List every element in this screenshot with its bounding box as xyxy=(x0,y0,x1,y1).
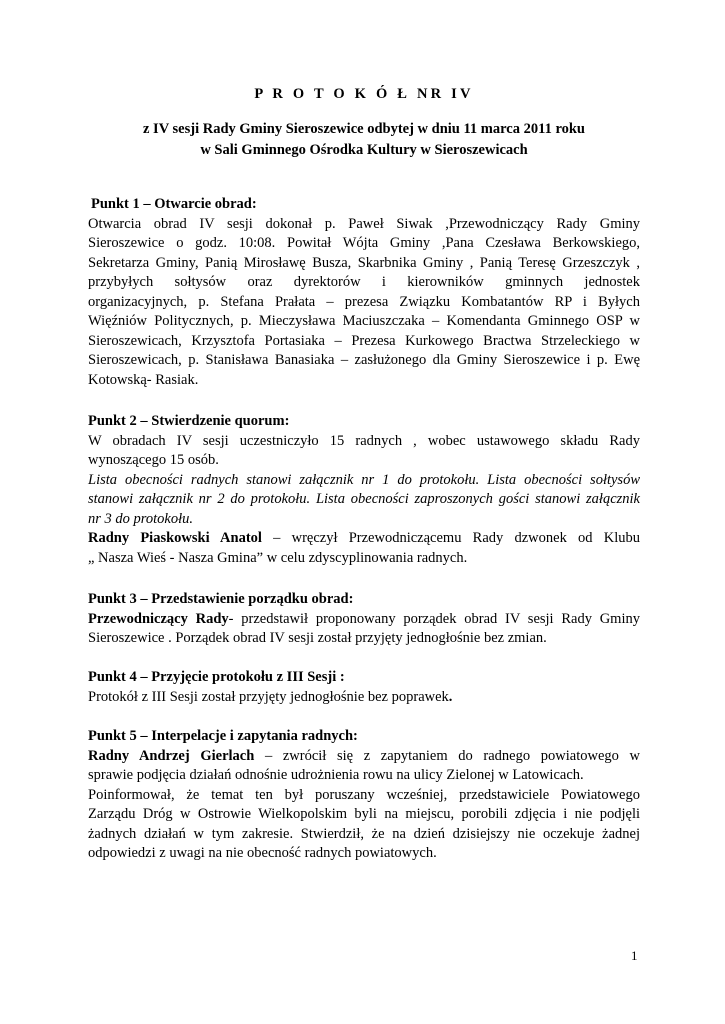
paragraph-text: - przedstawił proponowany porządek obrad IV sesji Rady Gminy xyxy=(228,610,640,627)
councillor-name: Radny Piaskowski Anatol xyxy=(88,530,262,546)
paragraph-line: organizacyjnych, p. Stefana Prałata – prezesa Związku Kombatantów RP i Byłych xyxy=(88,293,640,310)
paragraph-line: żadnych działań w tym zakresie. Stwierdził, że na dzień dzisiejszy nie oczekuje żadnej xyxy=(88,825,640,842)
paragraph-line: Sieroszewice . Porządek obrad IV sesji został przyjęty jednogłośnie bez zmian. xyxy=(88,630,547,646)
paragraph-line xyxy=(88,529,640,549)
section-punkt-1 xyxy=(88,195,640,390)
attachment-note-line: stanowi załącznik nr 2 do protokołu. Lista obecności zaproszonych gości stanowi załącznik xyxy=(88,491,640,507)
paragraph-line: sprawie podjęcia działań odnośnie udrożnienia rowu na ulicy Zielonej w Latowicach. xyxy=(88,767,584,783)
document-title: P R O T O K Ó Ł NR IV xyxy=(254,86,474,102)
paragraph-end-mark: . xyxy=(448,688,453,705)
section-heading: Punkt 2 – Stwierdzenie quorum: xyxy=(88,413,290,429)
subtitle-line: w Sali Gminnego Ośrodka Kultury w Sieroszewicach xyxy=(200,142,528,158)
section-heading: Punkt 5 – Interpelacje i zapytania radnych: xyxy=(88,728,358,744)
paragraph-line: Sieroszewicach, p. Stanisława Banasiaka – zasłużonego dla Gminy Sieroszewice i p. Ewę xyxy=(88,352,640,368)
paragraph-line xyxy=(88,688,640,708)
paragraph-line: przybyłych sołtysów oraz dyrektorów i kierowników gminnych jednostek xyxy=(88,274,640,290)
attachment-note-line: Lista obecności radnych stanowi załącznik nr 1 do protokołu. Lista obecności sołtysów xyxy=(88,471,640,488)
section-heading: Punkt 3 – Przedstawienie porządku obrad: xyxy=(88,591,354,607)
chairman-label: Przewodniczący Rady xyxy=(88,610,229,627)
paragraph-line: W obradach IV sesji uczestniczyło 15 radnych , wobec ustawowego składu Rady xyxy=(88,432,640,449)
attachment-note-line: nr 3 do protokołu. xyxy=(88,510,193,527)
section-heading: Punkt 1 – Otwarcie obrad: xyxy=(91,196,257,212)
paragraph-line: Zarządu Dróg w Ostrowie Wielkopolskim byli na miejscu, porobili zdjęcia i nie podjęli xyxy=(88,806,640,822)
paragraph-text: Protokół z III Sesji został przyjęty jednogłośnie bez poprawek xyxy=(88,688,449,705)
paragraph-line: Więźniów Politycznych, p. Mieczysława Maciuszczaka – Komendanta Gminnego OSP w xyxy=(88,313,640,329)
section-punkt-3 xyxy=(88,590,640,649)
subtitle-line: z IV sesji Rady Gminy Sieroszewice odbytej w dniu 11 marca 2011 roku xyxy=(143,121,585,137)
paragraph-line xyxy=(88,747,640,767)
paragraph-line: Poinformował, że temat ten był poruszany wcześniej, przedstawiciele Powiatowego xyxy=(88,786,640,803)
paragraph-line: odpowiedzi z uwagi na nie obecność radnych powiatowych. xyxy=(88,845,437,861)
councillor-name: Radny Andrzej Gierlach xyxy=(88,747,255,764)
paragraph-line: Otwarcia obrad IV sesji dokonał p. Paweł Siwak ,Przewodniczący Rady Gminy xyxy=(88,215,640,232)
paragraph-line xyxy=(88,610,640,630)
section-punkt-2 xyxy=(88,412,640,568)
section-punkt-5 xyxy=(88,727,640,864)
paragraph-line: wynoszącego 15 osób. xyxy=(88,452,219,468)
document-subtitle xyxy=(88,119,640,161)
section-heading: Punkt 4 – Przyjęcie protokołu z III Sesji : xyxy=(88,669,345,685)
paragraph-text: – zwrócił się z zapytaniem do radnego powiatowego w xyxy=(254,747,640,764)
paragraph-line: „ Nasza Wieś - Nasza Gmina” w celu zdyscyplinowania radnych. xyxy=(88,549,468,566)
paragraph-line: Sekretarza Gminy, Panią Mirosławę Busza, Skarbnika Gminy , Panią Teresę Grzeszczyk , xyxy=(88,254,640,271)
section-punkt-4 xyxy=(88,668,640,707)
paragraph-text: – wręczył Przewodniczącemu Rady dzwonek od Klubu xyxy=(261,530,641,546)
paragraph-line: Kotowską- Rasiak. xyxy=(88,371,199,388)
page-number: 1 xyxy=(631,948,638,963)
paragraph-line: Sieroszewicach, Krzysztofa Portasiaka – Prezesa Kurkowego Bractwa Strzeleckiego w xyxy=(88,332,640,349)
paragraph-line: Sieroszewice o godz. 10:08. Powitał Wójta Gminy ,Pana Czesława Berkowskiego, xyxy=(88,235,640,251)
document-page xyxy=(88,0,640,1024)
